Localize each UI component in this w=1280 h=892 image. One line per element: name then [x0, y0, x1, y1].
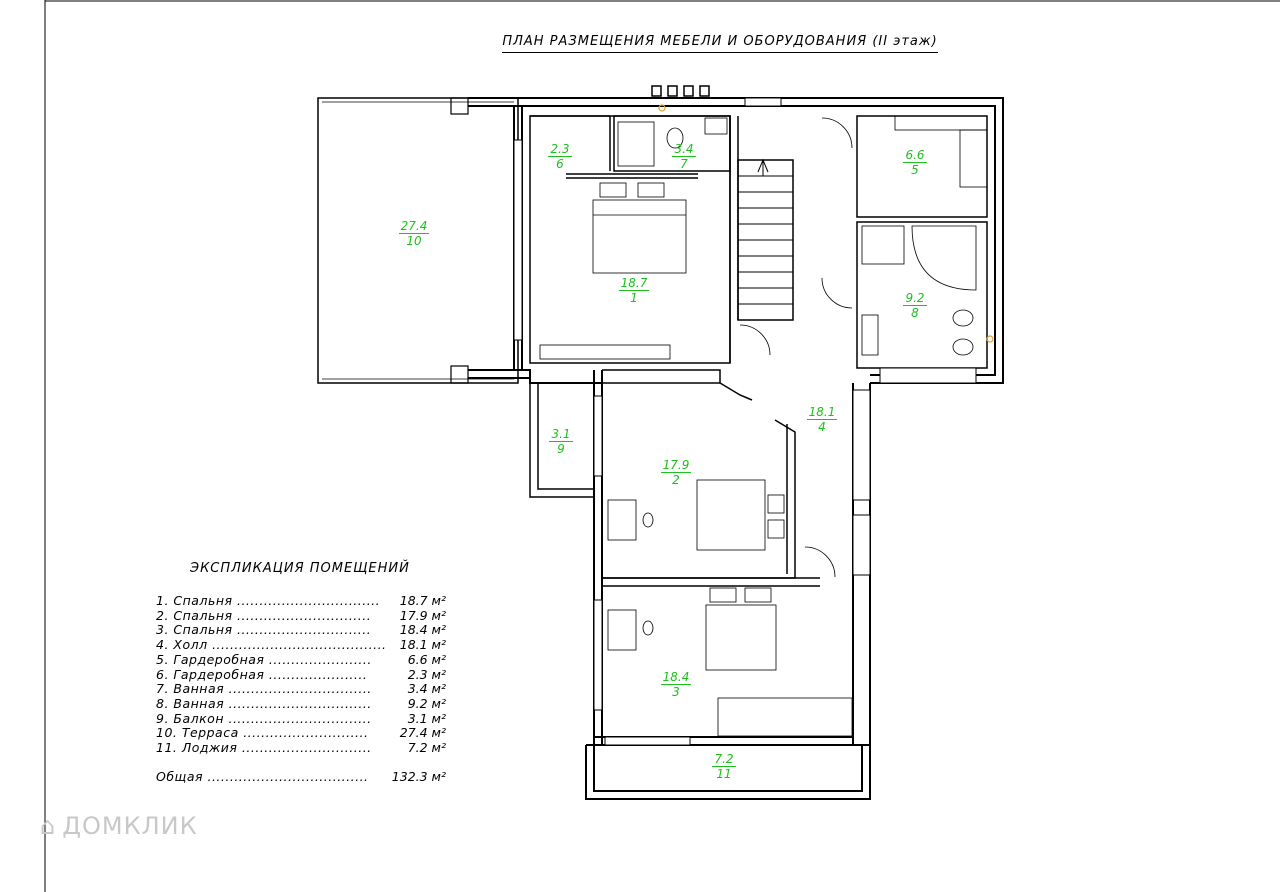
- interior-walls: [530, 116, 987, 586]
- legend-row: 3. Спальня .............................. 18.4 м²: [156, 622, 446, 638]
- room-label-6: 2.3 6: [550, 142, 570, 171]
- furniture: [540, 116, 987, 736]
- room-label-10: 27.4 10: [400, 219, 428, 248]
- windows: [514, 98, 976, 745]
- legend-row: 10. Терраса ............................ 27.4 м²: [156, 725, 446, 741]
- domclick-watermark: ⌂ ДОМКЛИК: [40, 812, 198, 840]
- legend-row: 7. Ванная ................................ 3.4 м²: [156, 681, 446, 697]
- legend-total-row: Общая .................................... 132.3 м²: [156, 768, 446, 784]
- legend-row: 2. Спальня .............................. 17.9 м²: [156, 607, 446, 623]
- plan-title: ПЛАН РАЗМЕЩЕНИЯ МЕБЕЛИ И ОБОРУДОВАНИЯ (II этаж): [502, 34, 938, 53]
- room-label-3: 18.4 3: [662, 670, 690, 699]
- house-icon: ⌂: [40, 812, 57, 840]
- room-label-11: 7.2 11: [714, 752, 734, 781]
- room-label-9: 3.1 9: [551, 427, 571, 456]
- outlets: [659, 105, 993, 342]
- legend-row: 8. Ванная ................................ 9.2 м²: [156, 695, 446, 711]
- legend-row: 1. Спальня ................................ 18.7 м²: [156, 593, 446, 608]
- legend-row: 5. Гардеробная ....................... 6.6 м²: [156, 651, 446, 667]
- vent-blocks: [652, 86, 709, 96]
- explication-table: [156, 594, 446, 784]
- room-label-1: 18.7 1: [620, 276, 648, 305]
- room-label-4: 18.1 4: [808, 405, 836, 434]
- legend-row: 9. Балкон ................................ 3.1 м²: [156, 710, 446, 726]
- room-label-8: 9.2 8: [905, 291, 925, 320]
- explication-title: ЭКСПЛИКАЦИЯ ПОМЕЩЕНИЙ: [190, 561, 410, 576]
- room-label-7: 3.4 7: [674, 142, 694, 171]
- room-label-2: 17.9 2: [662, 458, 690, 487]
- legend-row: 6. Гардеробная ...................... 2.3 м²: [156, 666, 446, 682]
- staircase: [738, 160, 793, 320]
- room-label-5: 6.6 5: [905, 148, 925, 177]
- legend-row: 4. Холл ....................................... 18.1 м²: [156, 637, 446, 653]
- legend-row: 11. Лоджия ............................. 7.2 м²: [156, 740, 446, 756]
